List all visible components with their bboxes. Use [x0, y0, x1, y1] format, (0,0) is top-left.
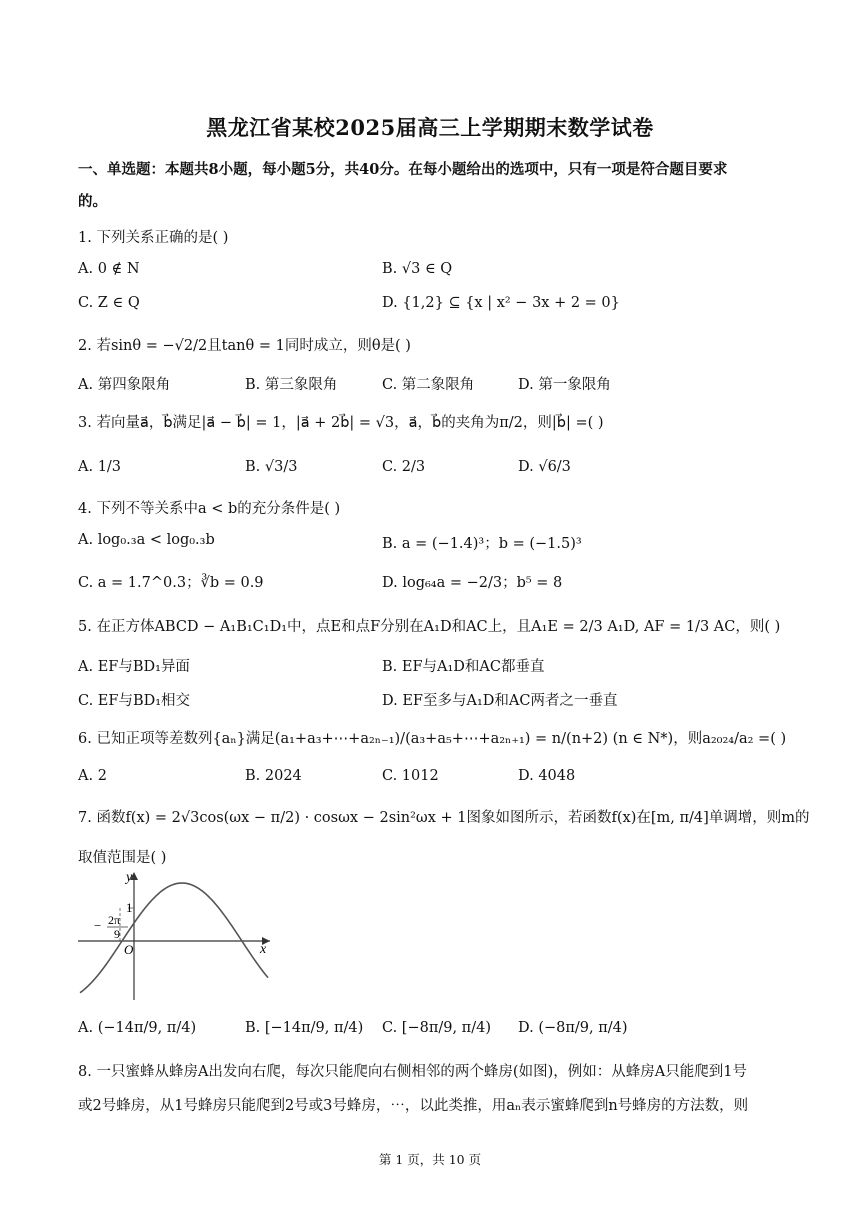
q6-option-c: C. 1012: [382, 768, 439, 784]
q5-option-a: A. EF与BD₁异面: [78, 659, 190, 675]
q6-option-b: B. 2024: [245, 768, 302, 784]
q3-option-c: C. 2/3: [382, 459, 426, 475]
q7-option-d: D. (−8π/9, π/4): [518, 1020, 628, 1036]
q1-option-a: A. 0 ∉ N: [78, 261, 140, 277]
q7-option-b: B. [−14π/9, π/4): [245, 1020, 364, 1036]
q7-x-tick-den: 9: [114, 927, 120, 941]
q4-stem: 4. 下列不等关系中a < b的充分条件是( ): [78, 501, 341, 517]
q1-option-d: D. {1,2} ⊆ {x | x² − 3x + 2 = 0}: [382, 295, 620, 311]
q7-curve: [80, 883, 268, 993]
q2-option-b: B. 第三象限角: [245, 377, 338, 393]
q3-option-b: B. √3/3: [245, 459, 298, 475]
q5-stem: 5. 在正方体ABCD − A₁B₁C₁D₁中，点E和点F分别在A₁D和AC上，且A₁E = 2/3 A₁D, AF = 1/3 AC，则( ): [78, 619, 781, 635]
q3-stem: 3. 若向量a⃗，b⃗满足|a⃗ − b⃗| = 1，|a⃗ + 2b⃗| = √3，a⃗，b⃗的夹角为π/2，则|b⃗| =( ): [78, 415, 604, 431]
q2-option-c: C. 第二象限角: [382, 377, 475, 393]
q4-option-c: C. a = 1.7^0.3；∛b = 0.9: [78, 575, 264, 591]
q3-option-a: A. 1/3: [78, 459, 122, 475]
q7-origin-label: O: [124, 942, 134, 957]
page-footer: 第 1 页，共 10 页: [378, 1152, 482, 1167]
q3-option-d: D. √6/3: [518, 459, 571, 475]
q5-option-b: B. EF与A₁D和AC都垂直: [382, 659, 545, 675]
q6-option-a: A. 2: [78, 768, 107, 784]
q7-x-tick-num: 2π: [108, 913, 121, 927]
q7-option-c: C. [−8π/9, π/4): [382, 1020, 491, 1036]
q4-option-d: D. log₆₄a = −2/3；b⁵ = 8: [382, 575, 563, 591]
q7-y-label: y: [126, 870, 133, 885]
q7-x-tick-sign: −: [94, 918, 102, 933]
q4-option-b: B. a = (−1.4)³；b = (−1.5)³: [382, 536, 582, 552]
q1-option-b: B. √3 ∈ Q: [382, 261, 453, 277]
q2-option-a: A. 第四象限角: [78, 377, 171, 393]
q7-x-label: x: [260, 942, 267, 957]
q1-option-c: C. Z ∈ Q: [78, 295, 140, 311]
q1-stem: 1. 下列关系正确的是( ): [78, 230, 229, 246]
q7-stem-line1: 7. 函数f(x) = 2√3cos(ωx − π/2) · cosωx − 2sin²ωx + 1图象如图所示，若函数f(x)在[m, π/4]单调增，则m的: [78, 810, 810, 826]
q5-option-d: D. EF至多与A₁D和AC两者之一垂直: [382, 693, 618, 709]
section-heading: 一、单选题：本题共8小题，每小题5分，共40分。在每小题给出的选项中，只有一项是符合题目要求: [78, 161, 728, 178]
q8-stem-line1: 8. 一只蜜蜂从蜂房A出发向右爬，每次只能爬向右侧相邻的两个蜂房(如图)，例如：从蜂房A只能爬到1号: [78, 1064, 747, 1080]
q5-option-c: C. EF与BD₁相交: [78, 693, 191, 709]
q8-stem-line2: 或2号蜂房，从1号蜂房只能爬到2号或3号蜂房，⋯，以此类推，用aₙ表示蜜蜂爬到n号蜂房的方法数，则: [78, 1098, 749, 1114]
q2-option-d: D. 第一象限角: [518, 377, 611, 393]
section-heading-cont: 的。: [78, 193, 107, 210]
page-title: 黑龙江省某校2025届高三上学期期末数学试卷: [206, 115, 654, 140]
q4-option-a: A. log₀.₃a < log₀.₃b: [78, 532, 215, 548]
q7-y-tick: 1: [126, 900, 133, 915]
q6-stem: 6. 已知正项等差数列{aₙ}满足(a₁+a₃+⋯+a₂ₙ₋₁)/(a₃+a₅+⋯+a₂ₙ₊₁) = n/(n+2) (n ∈ N*)，则a₂₀₂₄/a₂ =( ): [78, 731, 787, 747]
q7-option-a: A. (−14π/9, π/4): [78, 1020, 197, 1036]
q7-stem-line2: 取值范围是( ): [78, 850, 167, 866]
q6-option-d: D. 4048: [518, 768, 576, 784]
q2-stem: 2. 若sinθ = −√2/2且tanθ = 1同时成立，则θ是( ): [78, 338, 411, 354]
q7-function-graph: [72, 868, 282, 1004]
